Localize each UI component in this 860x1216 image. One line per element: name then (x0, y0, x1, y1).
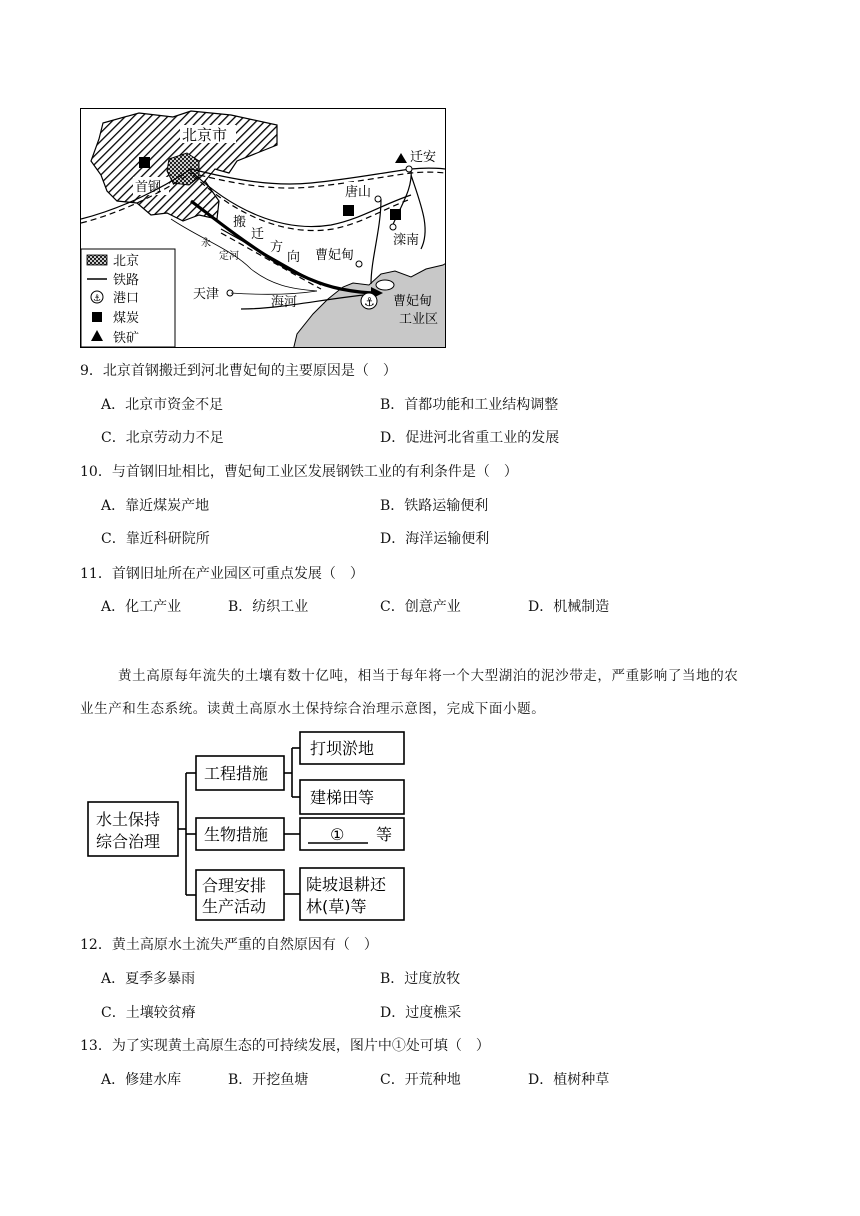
q12-option-a[interactable]: A．夏季多暴雨 (101, 971, 196, 987)
q9-option-c[interactable]: C．北京劳动力不足 (101, 430, 224, 446)
intro-line-2: 业生产和生态系统。读黄土高原水土保持综合治理示意图，完成下面小题。 (80, 701, 546, 717)
q9-option-d[interactable]: D．促进河北省重工业的发展 (380, 430, 560, 446)
q11-option-c[interactable]: C．创意产业 (380, 599, 461, 615)
question-13-stem: 13．为了实现黄土高原生态的可持续发展，图片中①处可填（ ） (80, 1038, 490, 1054)
bio-suffix-label: 等 (376, 825, 393, 844)
slope-label-2: 林(草)等 (306, 897, 367, 916)
coal-square-icon (343, 205, 354, 216)
q13-option-d[interactable]: D．植树种草 (528, 1072, 610, 1088)
engineering-label: 工程措施 (204, 764, 269, 783)
caofeidian-label: 曹妃甸 (315, 248, 355, 263)
beijing-urban-area (167, 153, 199, 185)
soil-conservation-diagram (86, 728, 410, 924)
root-label-1: 水土保持 (96, 810, 161, 829)
q13-option-b[interactable]: B．开挖鱼塘 (228, 1072, 309, 1088)
arrow-label-2: 迁 (251, 227, 265, 242)
terrace-label: 建梯田等 (310, 788, 375, 807)
haihe-label: 海河 (271, 295, 298, 310)
tianjin-label: 天津 (193, 287, 220, 302)
coal-square-icon (92, 312, 102, 322)
q12-option-b[interactable]: B．过度放牧 (380, 971, 461, 987)
question-11-stem: 11．首钢旧址所在产业园区可重点发展（ ） (80, 566, 364, 582)
anchor-icon: ⚓ (364, 295, 375, 309)
shougang-label: 首钢 (135, 180, 162, 195)
production-label-1: 合理安排 (202, 876, 267, 895)
q10-option-c[interactable]: C．靠近科研院所 (101, 531, 210, 547)
caofeidian-zone-label-2: 工业区 (399, 312, 439, 327)
biological-label: 生物措施 (204, 825, 269, 844)
arrow-label-1: 搬 (233, 215, 247, 230)
q10-option-a[interactable]: A．靠近煤炭产地 (101, 498, 210, 514)
q13-option-c[interactable]: C．开荒种地 (380, 1072, 461, 1088)
diagram-figure (86, 728, 410, 924)
blank-circle-label: ① (330, 825, 345, 844)
intro-line-1: 黄土高原每年流失的土壤有数十亿吨，相当于每年将一个大型湖泊的泥沙带走，严重影响了当地的农 (118, 668, 739, 684)
root-label-2: 综合治理 (96, 832, 161, 851)
caofeidian-zone-label-1: 曹妃甸 (393, 294, 433, 309)
luannan-label: 滦南 (393, 233, 420, 248)
legend-port: 港口 (113, 291, 140, 306)
q9-option-a[interactable]: A．北京市资金不足 (101, 397, 224, 413)
q10-option-b[interactable]: B．铁路运输便利 (380, 498, 489, 514)
coal-square-icon (139, 157, 150, 168)
q11-option-b[interactable]: B．纺织工业 (228, 599, 309, 615)
beijing-city-label: 北京市 (182, 126, 228, 144)
slope-label-1: 陡坡退耕还 (306, 875, 387, 894)
iron-triangle-icon (395, 153, 407, 163)
arrow-label-4: 向 (287, 250, 301, 265)
coal-square-icon (390, 209, 401, 220)
arrow-label-3: 方 (270, 240, 284, 255)
question-12-stem: 12．黄土高原水土流失严重的自然原因有（ ） (80, 937, 378, 953)
beijing-hebei-map (80, 108, 446, 348)
question-10-stem: 10．与首钢旧址相比，曹妃甸工业区发展钢铁工业的有利条件是（ ） (80, 464, 518, 480)
q9-option-b[interactable]: B．首都功能和工业结构调整 (380, 397, 559, 413)
q12-option-d[interactable]: D．过度樵采 (380, 1005, 462, 1021)
dam-label: 打坝淤地 (310, 739, 375, 758)
legend-iron: 铁矿 (113, 331, 140, 346)
q11-option-d[interactable]: D．机械制造 (528, 599, 610, 615)
q13-option-a[interactable]: A．修建水库 (101, 1072, 182, 1088)
qianan-label: 迁安 (410, 150, 437, 165)
q12-option-c[interactable]: C．土壤较贫瘠 (101, 1005, 196, 1021)
tangshan-label: 唐山 (345, 185, 372, 200)
map-figure (81, 109, 445, 347)
anchor-icon: ⚓ (93, 294, 102, 304)
question-9-stem: 9．北京首钢搬迁到河北曹妃甸的主要原因是（ ） (80, 363, 397, 379)
legend-beijing: 北京 (113, 254, 140, 269)
legend-railway: 铁路 (113, 273, 140, 288)
production-label-2: 生产活动 (202, 897, 267, 916)
q11-option-a[interactable]: A．化工产业 (101, 599, 182, 615)
yongding-label-1: 永 (201, 238, 211, 249)
q10-option-d[interactable]: D．海洋运输便利 (380, 531, 490, 547)
yongding-label-2: 定河 (219, 251, 239, 262)
legend-coal: 煤炭 (113, 311, 140, 326)
